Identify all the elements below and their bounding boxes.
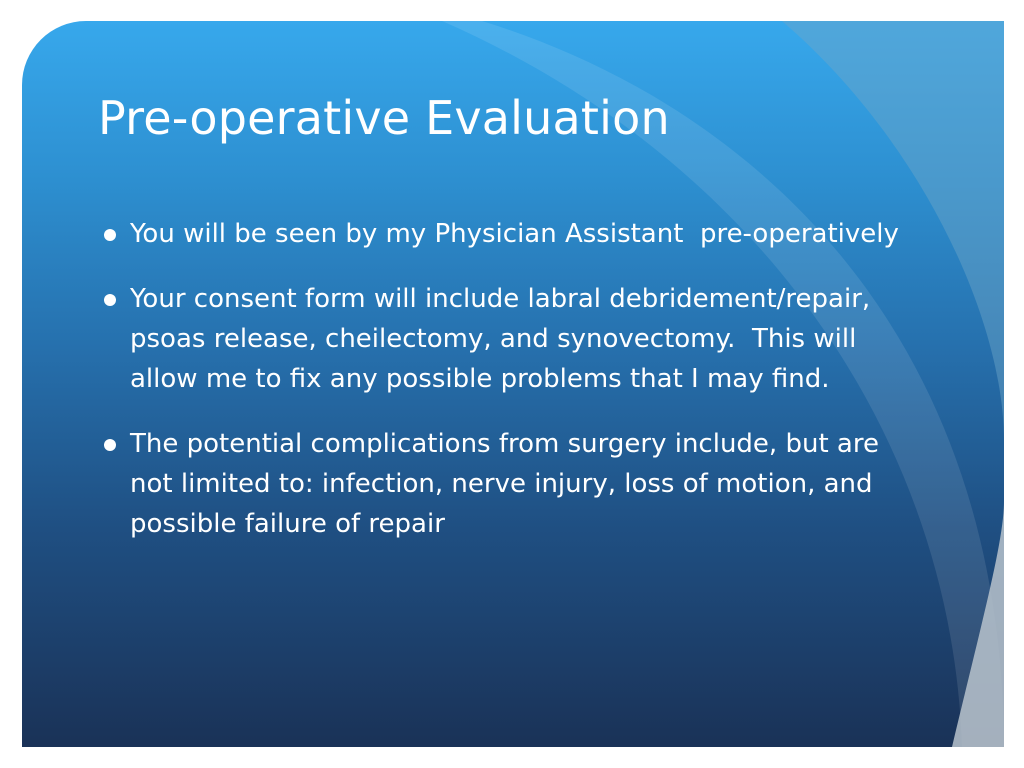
bullet-item bbox=[104, 214, 924, 254]
bullet-item bbox=[104, 424, 924, 544]
slide bbox=[22, 21, 1004, 747]
bullet-dot-icon bbox=[104, 294, 116, 306]
bullet-text: The potential complications from surgery include, but are not limited to: infection, nerve injury, loss of motion, and possible failure of repair bbox=[130, 429, 888, 539]
bullet-list bbox=[104, 214, 924, 569]
bullet-text: Your consent form will include labral debridement/repair, psoas release, cheilectomy, and synovectomy. This will allow me to fix any possible problems that I may find. bbox=[130, 284, 879, 394]
bullet-dot-icon bbox=[104, 439, 116, 451]
bullet-text: You will be seen by my Physician Assistant pre-operatively bbox=[130, 219, 899, 249]
bullet-dot-icon bbox=[104, 229, 116, 241]
slide-title: Pre-operative Evaluation bbox=[98, 91, 670, 145]
bullet-item bbox=[104, 279, 924, 399]
